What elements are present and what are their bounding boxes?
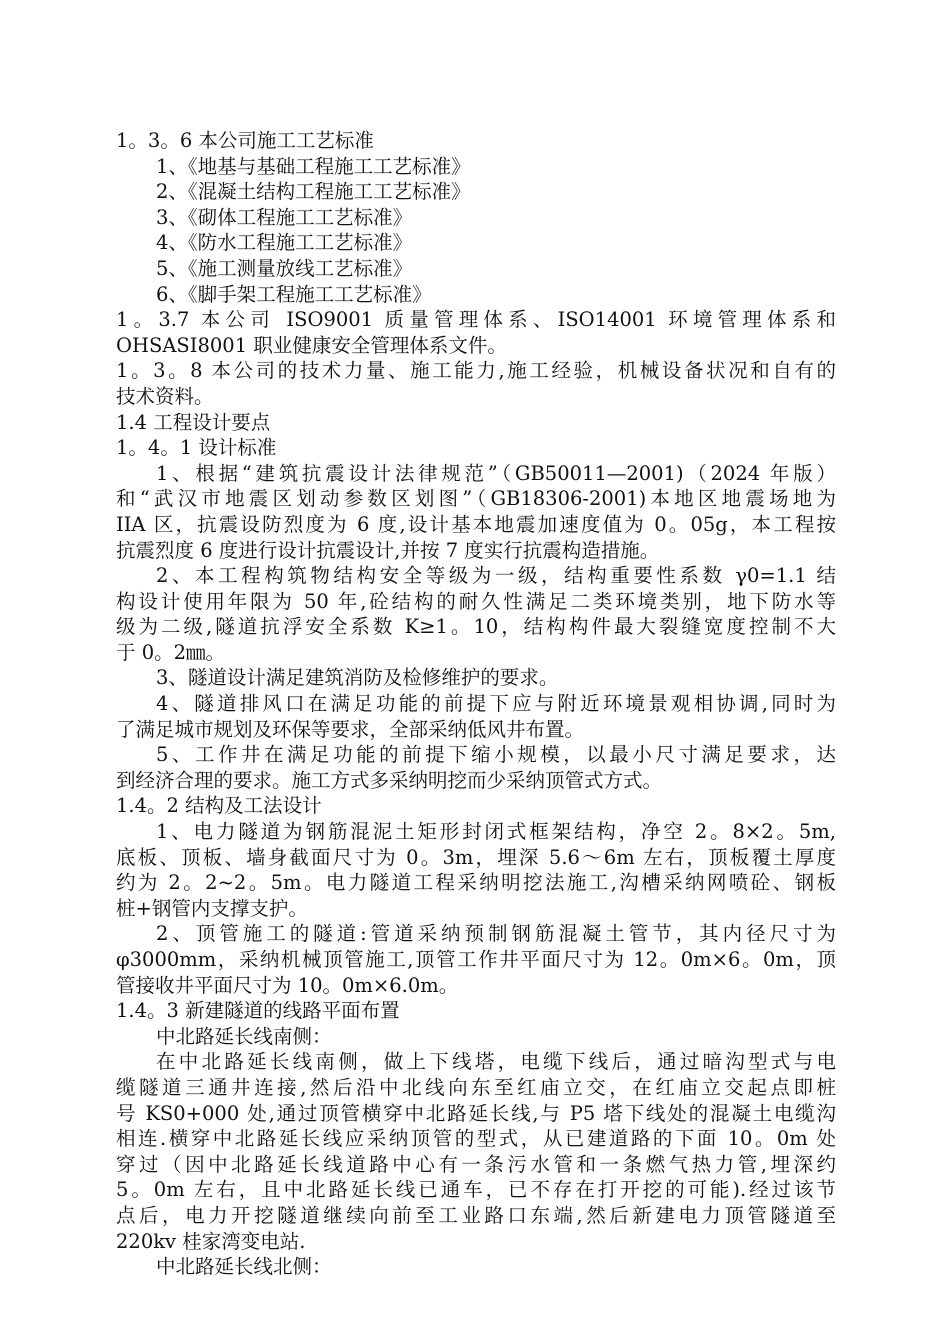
- paragraph-line: 在中北路延长线南侧，做上下线塔，电缆下线后，通过暗沟型式与电: [156, 1050, 836, 1074]
- paragraph-line: 管接收井平面尺寸为 10。0m×6.0m。: [116, 973, 459, 997]
- paragraph: [116, 563, 836, 665]
- list-item: 1、《地基与基础工程施工工艺标准》: [156, 154, 471, 178]
- paragraph-line: 相连.横穿中北路延长线应采纳顶管的型式，从已建道路的下面 10。0m 处: [116, 1127, 836, 1151]
- paragraph: [116, 1254, 836, 1280]
- list-item: 5、《施工测量放线工艺标准》: [156, 256, 413, 280]
- paragraph-line: 约为 2。2~2。5m。电力隧道工程采纳明挖法施工,沟槽采纳网喷砼、钢板: [116, 871, 836, 895]
- paragraph-line: 技术资料。: [116, 384, 214, 408]
- paragraph-line: 到经济合理的要求。施工方式多采纳明挖而少采纳顶管式方式。: [116, 768, 663, 792]
- paragraph-line: 中北路延长线南侧：: [156, 1024, 332, 1048]
- paragraph: [116, 1024, 836, 1050]
- section-heading: 1.4。3 新建隧道的线路平面布置: [116, 999, 400, 1023]
- paragraph-line: 点后，电力开挖隧道继续向前至工业路口东端,然后新建电力顶管隧道至: [116, 1203, 836, 1227]
- section-heading: 1。3。6 本公司施工工艺标准: [116, 129, 374, 152]
- paragraph-line: 了满足城市规划及环保等要求，全部采纳低风井布置。: [116, 717, 585, 741]
- paragraph: [116, 1049, 836, 1254]
- paragraph-line: 4、隧道排风口在满足功能的前提下应与附近环境景观相协调,同时为: [156, 692, 836, 716]
- paragraph-line: 1。3。8 本公司的技术力量、施工能力,施工经验，机械设备状况和自有的: [116, 359, 836, 383]
- list-item: 3、《砌体工程施工工艺标准》: [156, 205, 413, 229]
- paragraph: [116, 461, 836, 563]
- paragraph-line: 5、工作井在满足功能的前提下缩小规模，以最小尺寸满足要求，达: [156, 743, 836, 767]
- section-heading: 1。4。1 设计标准: [116, 436, 277, 460]
- paragraph: [116, 691, 836, 742]
- paragraph: [116, 921, 836, 998]
- section-heading: 1.4。2 结构及工法设计: [116, 794, 322, 818]
- paragraph-line: 级为二级,隧道抗浮安全系数 K≥1。10，结构构件最大裂缝宽度控制不大: [116, 615, 836, 639]
- paragraph-line: 2、顶管施工的隧道:管道采纳预制钢筋混凝土管节，其内径尺寸为: [156, 922, 836, 946]
- paragraph: [116, 665, 836, 691]
- paragraph-line: 穿过（因中北路延长线道路中心有一条污水管和一条燃气热力管,埋深约: [116, 1152, 836, 1176]
- paragraph-line: 5。0m 左右，且中北路延长线已通车，已不存在打开挖的可能).经过该节: [116, 1178, 836, 1202]
- paragraph-line: 缆隧道三通井连接,然后沿中北线向东至红庙立交，在红庙立交起点即桩: [116, 1075, 836, 1099]
- paragraph-line: 1。3.7 本公司 ISO9001 质量管理体系、ISO14001 环境管理体系和: [116, 308, 836, 332]
- list-item: 2、《混凝土结构工程施工工艺标准》: [156, 180, 471, 204]
- paragraph-line: IIA 区，抗震设防烈度为 6 度,设计基本地震加速度值为 0。05g，本工程按: [116, 512, 836, 536]
- paragraph-line: 1、电力隧道为钢筋混泥土矩形封闭式框架结构，净空 2。8×2。5m,: [156, 820, 836, 844]
- paragraph-line: 于 0。2㎜。: [116, 640, 226, 664]
- paragraph-line: 构设计使用年限为 50 年,砼结构的耐久性满足二类环境类别，地下防水等: [116, 589, 836, 613]
- paragraph-line: 号 KS0+000 处,通过顶管横穿中北路延长线,与 P5 塔下线处的混凝土电缆沟: [116, 1101, 836, 1125]
- list-item: 6、《脚手架工程施工工艺标准》: [156, 282, 432, 306]
- paragraph: [116, 358, 836, 409]
- document-page: [116, 128, 836, 1280]
- list-item: 4、《防水工程施工工艺标准》: [156, 231, 413, 255]
- section-heading: 1.4 工程设计要点: [116, 410, 271, 434]
- paragraph-line: 220kv 桂家湾变电站.: [116, 1229, 306, 1253]
- paragraph-line: 和“武汉市地震区划动参数区划图”（GB18306-2001)本地区地震场地为: [116, 487, 836, 511]
- paragraph-line: 抗震烈度 6 度进行设计抗震设计,并按 7 度实行抗震构造措施。: [116, 538, 660, 562]
- paragraph-line: φ3000mm，采纳机械顶管施工,顶管工作井平面尺寸为 12。0m×6。0m，顶: [116, 948, 836, 971]
- paragraph-line: 中北路延长线北侧：: [156, 1255, 332, 1279]
- paragraph-line: 3、隧道设计满足建筑消防及检修维护的要求。: [156, 666, 559, 690]
- paragraph-line: 2、本工程构筑物结构安全等级为一级，结构重要性系数 γ0=1.1 结: [156, 564, 836, 588]
- paragraph-line: OHSASI8001 职业健康安全管理体系文件。: [116, 333, 507, 357]
- paragraph-line: 桩+钢管内支撑支护。: [116, 896, 308, 920]
- paragraph-line: 底板、顶板、墙身截面尺寸为 0。3m，埋深 5.6～6m 左右，顶板覆土厚度: [116, 845, 836, 869]
- paragraph: [116, 307, 836, 358]
- paragraph: [116, 819, 836, 921]
- paragraph-line: 1、根据“建筑抗震设计法律规范”（GB50011—2001)（2024 年版）: [156, 461, 836, 485]
- paragraph: [116, 742, 836, 793]
